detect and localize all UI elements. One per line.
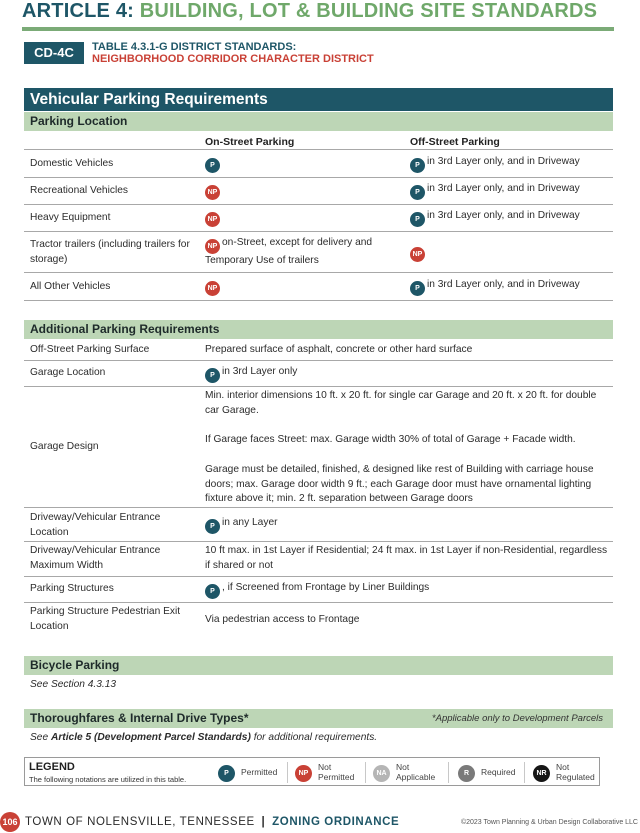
table-row xyxy=(24,205,613,232)
article-title xyxy=(22,0,597,23)
permitted-badge-icon: P xyxy=(205,584,220,599)
permitted-badge-icon: P xyxy=(205,519,220,534)
article-name: BUILDING, LOT & BUILDING SITE STANDARDS xyxy=(139,0,598,22)
thoroughfares-title: Thoroughfares & Internal Drive Types* xyxy=(30,711,249,725)
off-street-cell xyxy=(410,182,610,200)
footer-document: ZONING ORDINANCE xyxy=(272,816,400,828)
row-value: Via pedestrian access to Frontage xyxy=(205,614,360,625)
required-badge-icon: R xyxy=(458,765,475,782)
legend-title: LEGEND xyxy=(29,761,75,773)
on-street-cell xyxy=(205,278,405,296)
legend-label-line1: Not xyxy=(318,762,332,772)
col-off-street: Off-Street Parking xyxy=(410,136,500,148)
legend-label-line2: Permitted xyxy=(318,771,355,782)
copyright: ©2023 Town Planning & Urban Design Collaborative LLC xyxy=(460,819,638,826)
legend-label-line1: Not xyxy=(396,762,410,772)
off-street-cell xyxy=(410,278,610,296)
not-permitted-badge-icon: NP xyxy=(295,765,312,782)
on-street-cell xyxy=(205,236,405,269)
legend-label-line2: Regulated xyxy=(556,771,595,782)
thoroughfares-note: *Applicable only to Development Parcels xyxy=(431,713,603,724)
legend-label xyxy=(318,763,354,782)
row-label: Garage Design xyxy=(30,441,99,452)
table-subtitle: NEIGHBORHOOD CORRIDOR CHARACTER DISTRICT xyxy=(92,53,374,65)
article-5-reference: Article 5 (Development Parcel Standards) xyxy=(50,732,251,743)
legend-label xyxy=(556,763,595,782)
table-row xyxy=(24,542,613,577)
garage-location-text: in 3rd Layer only xyxy=(222,366,298,377)
off-street-cell xyxy=(410,244,610,262)
table-row xyxy=(24,508,613,542)
row-value xyxy=(205,516,610,534)
not-permitted-badge-icon: NP xyxy=(205,185,220,200)
legend-subtitle: The following notations are utilized in this table. xyxy=(29,775,187,784)
row-label: Domestic Vehicles xyxy=(30,158,114,169)
footer xyxy=(0,812,640,832)
article-number: ARTICLE 4: xyxy=(22,0,134,22)
off-street-cell xyxy=(410,155,610,173)
permitted-badge-icon: P xyxy=(410,281,425,296)
section-title: Vehicular Parking Requirements xyxy=(24,88,613,111)
permitted-badge-icon: P xyxy=(410,158,425,173)
table-row xyxy=(24,232,613,273)
not-applicable-badge-icon: NA xyxy=(373,765,390,782)
permitted-badge-icon: P xyxy=(410,212,425,227)
row-label: Off-Street Parking Surface xyxy=(30,344,150,355)
table-row xyxy=(24,577,613,603)
legend-label: Permitted xyxy=(241,767,278,777)
row-label: All Other Vehicles xyxy=(30,281,111,292)
legend-label-line2: Applicable xyxy=(396,771,436,782)
row-label: Driveway/Vehicular Entrance Maximum Width xyxy=(30,545,161,571)
permitted-badge-icon: P xyxy=(410,185,425,200)
table-row xyxy=(24,361,613,387)
footer-town: TOWN OF NOLENSVILLE, TENNESSEE xyxy=(25,816,255,828)
on-street-text: on-Street, except for delivery and Temporary Use of trailers xyxy=(205,237,373,266)
footer-title xyxy=(25,816,399,828)
row-label: Garage Location xyxy=(30,367,106,378)
row-label: Recreational Vehicles xyxy=(30,185,128,196)
thoroughfares-text xyxy=(30,731,590,746)
row-value xyxy=(205,365,610,383)
table-row xyxy=(24,273,613,301)
page-number: 106 xyxy=(0,812,20,832)
on-street-cell xyxy=(205,182,405,200)
legend-separator xyxy=(524,762,525,783)
legend-label xyxy=(396,763,435,782)
legend-separator xyxy=(365,762,366,783)
row-value: 10 ft max. in 1st Layer if Residential; 24 ft max. in 1st Layer if non-Residential, regardless if shared or not xyxy=(205,545,608,571)
off-street-text: in 3rd Layer only, and in Driveway xyxy=(427,183,580,194)
table-title: TABLE 4.3.1-G DISTRICT STANDARDS: xyxy=(92,41,297,53)
not-permitted-badge-icon: NP xyxy=(205,281,220,296)
legend-separator xyxy=(287,762,288,783)
thoroughfares-heading xyxy=(24,709,613,728)
permitted-badge-icon: P xyxy=(205,158,220,173)
permitted-badge-icon: P xyxy=(205,368,220,383)
table-row xyxy=(24,387,613,508)
parking-location-heading: Parking Location xyxy=(24,112,613,131)
off-street-text: in 3rd Layer only, and in Driveway xyxy=(427,156,580,167)
row-value xyxy=(205,581,610,599)
bicycle-heading: Bicycle Parking xyxy=(24,656,613,675)
on-street-cell xyxy=(205,155,405,173)
off-street-text: in 3rd Layer only, and in Driveway xyxy=(427,279,580,290)
row-label: Parking Structure Pedestrian Exit Location xyxy=(30,606,181,632)
on-street-cell xyxy=(205,209,405,227)
off-street-cell xyxy=(410,209,610,227)
row-value: Prepared surface of asphalt, concrete or other hard surface xyxy=(205,344,473,355)
table-row xyxy=(24,178,613,205)
legend xyxy=(24,757,600,786)
garage-design-p2: If Garage faces Street: max. Garage width 30% of total of Garage + Facade width. xyxy=(205,434,576,445)
legend-label-line1: Not xyxy=(556,762,570,772)
see-rest-text: for additional requirements. xyxy=(253,732,378,743)
bicycle-text: See Section 4.3.13 xyxy=(30,679,117,690)
table-caption xyxy=(92,41,374,65)
legend-label: Required xyxy=(481,767,516,777)
legend-separator xyxy=(448,762,449,783)
row-label: Parking Structures xyxy=(30,583,114,594)
not-permitted-badge-icon: NP xyxy=(410,247,425,262)
permitted-badge-icon: P xyxy=(218,765,235,782)
not-regulated-badge-icon: NR xyxy=(533,765,550,782)
off-street-text: in 3rd Layer only, and in Driveway xyxy=(427,210,580,221)
see-text: See xyxy=(30,732,49,743)
not-permitted-badge-icon: NP xyxy=(205,239,220,254)
table-row xyxy=(24,603,613,639)
title-rule xyxy=(22,27,614,31)
not-permitted-badge-icon: NP xyxy=(205,212,220,227)
row-label: Driveway/Vehicular Entrance Location xyxy=(30,512,161,538)
table-row xyxy=(24,340,613,361)
entrance-location-text: in any Layer xyxy=(222,517,278,528)
col-on-street: On-Street Parking xyxy=(205,136,295,148)
footer-separator: | xyxy=(261,816,266,828)
additional-heading: Additional Parking Requirements xyxy=(24,320,613,339)
structures-text: , if Screened from Frontage by Liner Buildings xyxy=(222,582,430,593)
district-code-badge: CD-4C xyxy=(24,42,84,64)
garage-design-p1: Min. interior dimensions 10 ft. x 20 ft. for single car Garage and 20 ft. x 20 ft. for double car Garage. xyxy=(205,390,597,416)
table-row xyxy=(24,150,613,178)
row-label: Heavy Equipment xyxy=(30,212,111,223)
garage-design-p3: Garage must be detailed, finished, & designed like rest of Building with carriage house doors; max. Garage door width 9 ft.; each Garage door must have ornamental lighting fixture above it; min. 2 ft. separation between Garage doors xyxy=(205,464,594,504)
row-label: Tractor trailers (including trailers for storage) xyxy=(30,239,190,265)
